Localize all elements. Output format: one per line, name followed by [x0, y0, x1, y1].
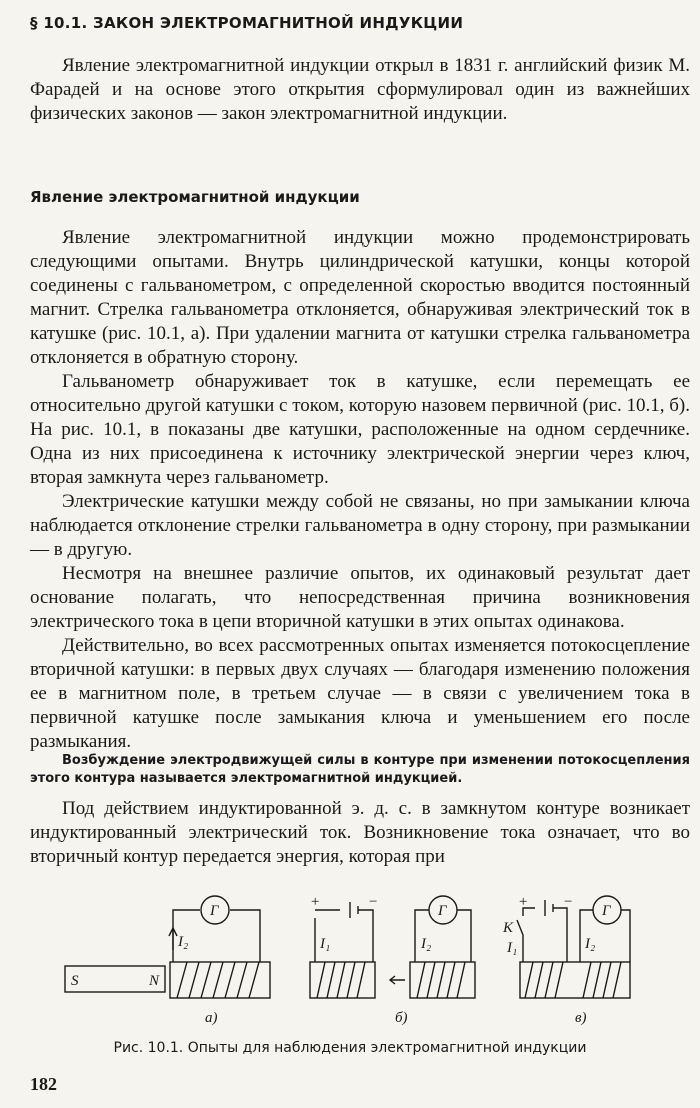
paragraph-2: Гальванометр обнаруживает ток в катушке, если перемещать ее относительно другой катушки с током, которую назовем первичной (рис. 10.1, б). На рис. 10.1, в показаны две катушки, расположенные на одном сердечнике. Одна из них присоединена к источнику электрической энергии через ключ, вторая замкнута через гальванометр. [30, 371, 690, 488]
figure-10-1 [55, 880, 655, 1030]
minus-sign-b: − [368, 894, 379, 910]
secondary-coil-b [410, 962, 475, 998]
paragraph-3: Электрические катушки между собой не связаны, но при замыкании ключа наблюдается отклонение стрелки гальванометра в одну сторону, при размыкании — в другую. [30, 491, 690, 560]
motion-arrow-b [390, 976, 405, 984]
galvanometer-label-c: Г [602, 903, 611, 919]
page-number: 182 [30, 1074, 57, 1094]
label-a: а) [205, 1010, 218, 1026]
coil-a-windings [177, 962, 259, 998]
primary-coil-b-windings [317, 962, 365, 998]
battery-circuit-b [315, 902, 373, 962]
closing-paragraph [30, 797, 690, 869]
definition [30, 752, 690, 788]
paragraph-5: Действительно, во всех рассмотренных опытах изменяется потокосцепление вторичной катушки: в первых двух случаях — благодаря изменению положения ее в магнитном поле, в третьем случае — в связи с увеличением тока в первичной катушке после замыкания ключа и уменьшением его после размыкания. [30, 635, 690, 752]
intro-paragraph [30, 54, 690, 126]
galvanometer-label-b: Г [438, 903, 447, 919]
magnet-s-label: S [71, 973, 79, 989]
current-label-b2: I₂ [421, 936, 432, 952]
secondary-coil-b-windings [417, 962, 465, 998]
minus-sign-c: − [563, 894, 574, 910]
current-label-c2: I₂ [585, 936, 596, 952]
current-arrow-a [169, 928, 177, 950]
figure-caption: Рис. 10.1. Опыты для наблюдения электромагнитной индукции [113, 1040, 587, 1056]
label-c: в) [575, 1010, 587, 1026]
paragraph-1: Явление электромагнитной индукции можно продемонстрировать следующими опытами. Внутрь цилиндрической катушки, концы которой соединены с гальванометром, с определенной скоростью вводится постоянный магнит. Стрелка гальванометра отклоняется, обнаруживая электрический ток в катушке (рис. 10.1, а). При удалении магнита от катушки стрелка гальванометра отклоняется в обратную сторону. [30, 227, 690, 368]
plus-sign-b: + [310, 894, 321, 910]
plus-sign-c: + [518, 894, 529, 910]
label-b: б) [395, 1010, 408, 1026]
secondary-coil-c-windings [583, 962, 621, 998]
diagram-a [65, 896, 270, 998]
body-paragraphs [30, 226, 690, 754]
subheading: Явление электромагнитной индукции [30, 188, 360, 206]
primary-coil-b [310, 962, 375, 998]
current-label-a: I₂ [178, 934, 189, 950]
current-label-c1: I₁ [507, 940, 518, 956]
current-label-b1: I₁ [320, 936, 331, 952]
closing-text: Под действием индуктированной э. д. с. в замкнутом контуре возникает индуктированный электрический ток. Возникновение тока означает, что во вторичный контур передается энергия, которая при [30, 798, 690, 867]
key-label: K [503, 920, 514, 936]
section-title: § 10.1. ЗАКОН ЭЛЕКТРОМАГНИТНОЙ ИНДУКЦИИ [30, 14, 464, 32]
definition-text: Возбуждение электродвижущей силы в контуре при изменении потокосцепления этого контура называется электромагнитной индукцией. [30, 753, 690, 786]
diagram-c [517, 896, 630, 998]
galvanometer-label-a: Г [210, 903, 219, 919]
paragraph-4: Несмотря на внешнее различие опытов, их одинаковый результат дает основание полагать, что непосредственная причина возникновения электрического тока в цепи вторичной катушки в этих опытах одинакова. [30, 563, 690, 632]
primary-coil-c-windings [525, 962, 563, 998]
magnet-n-label: N [149, 973, 160, 989]
diagram-b [310, 896, 475, 998]
intro-text: Явление электромагнитной индукции открыл в 1831 г. английский физик М. Фарадей и на основе этого открытия сформулировал один из важнейших физических законов — закон электромагнитной индукции. [30, 55, 690, 124]
